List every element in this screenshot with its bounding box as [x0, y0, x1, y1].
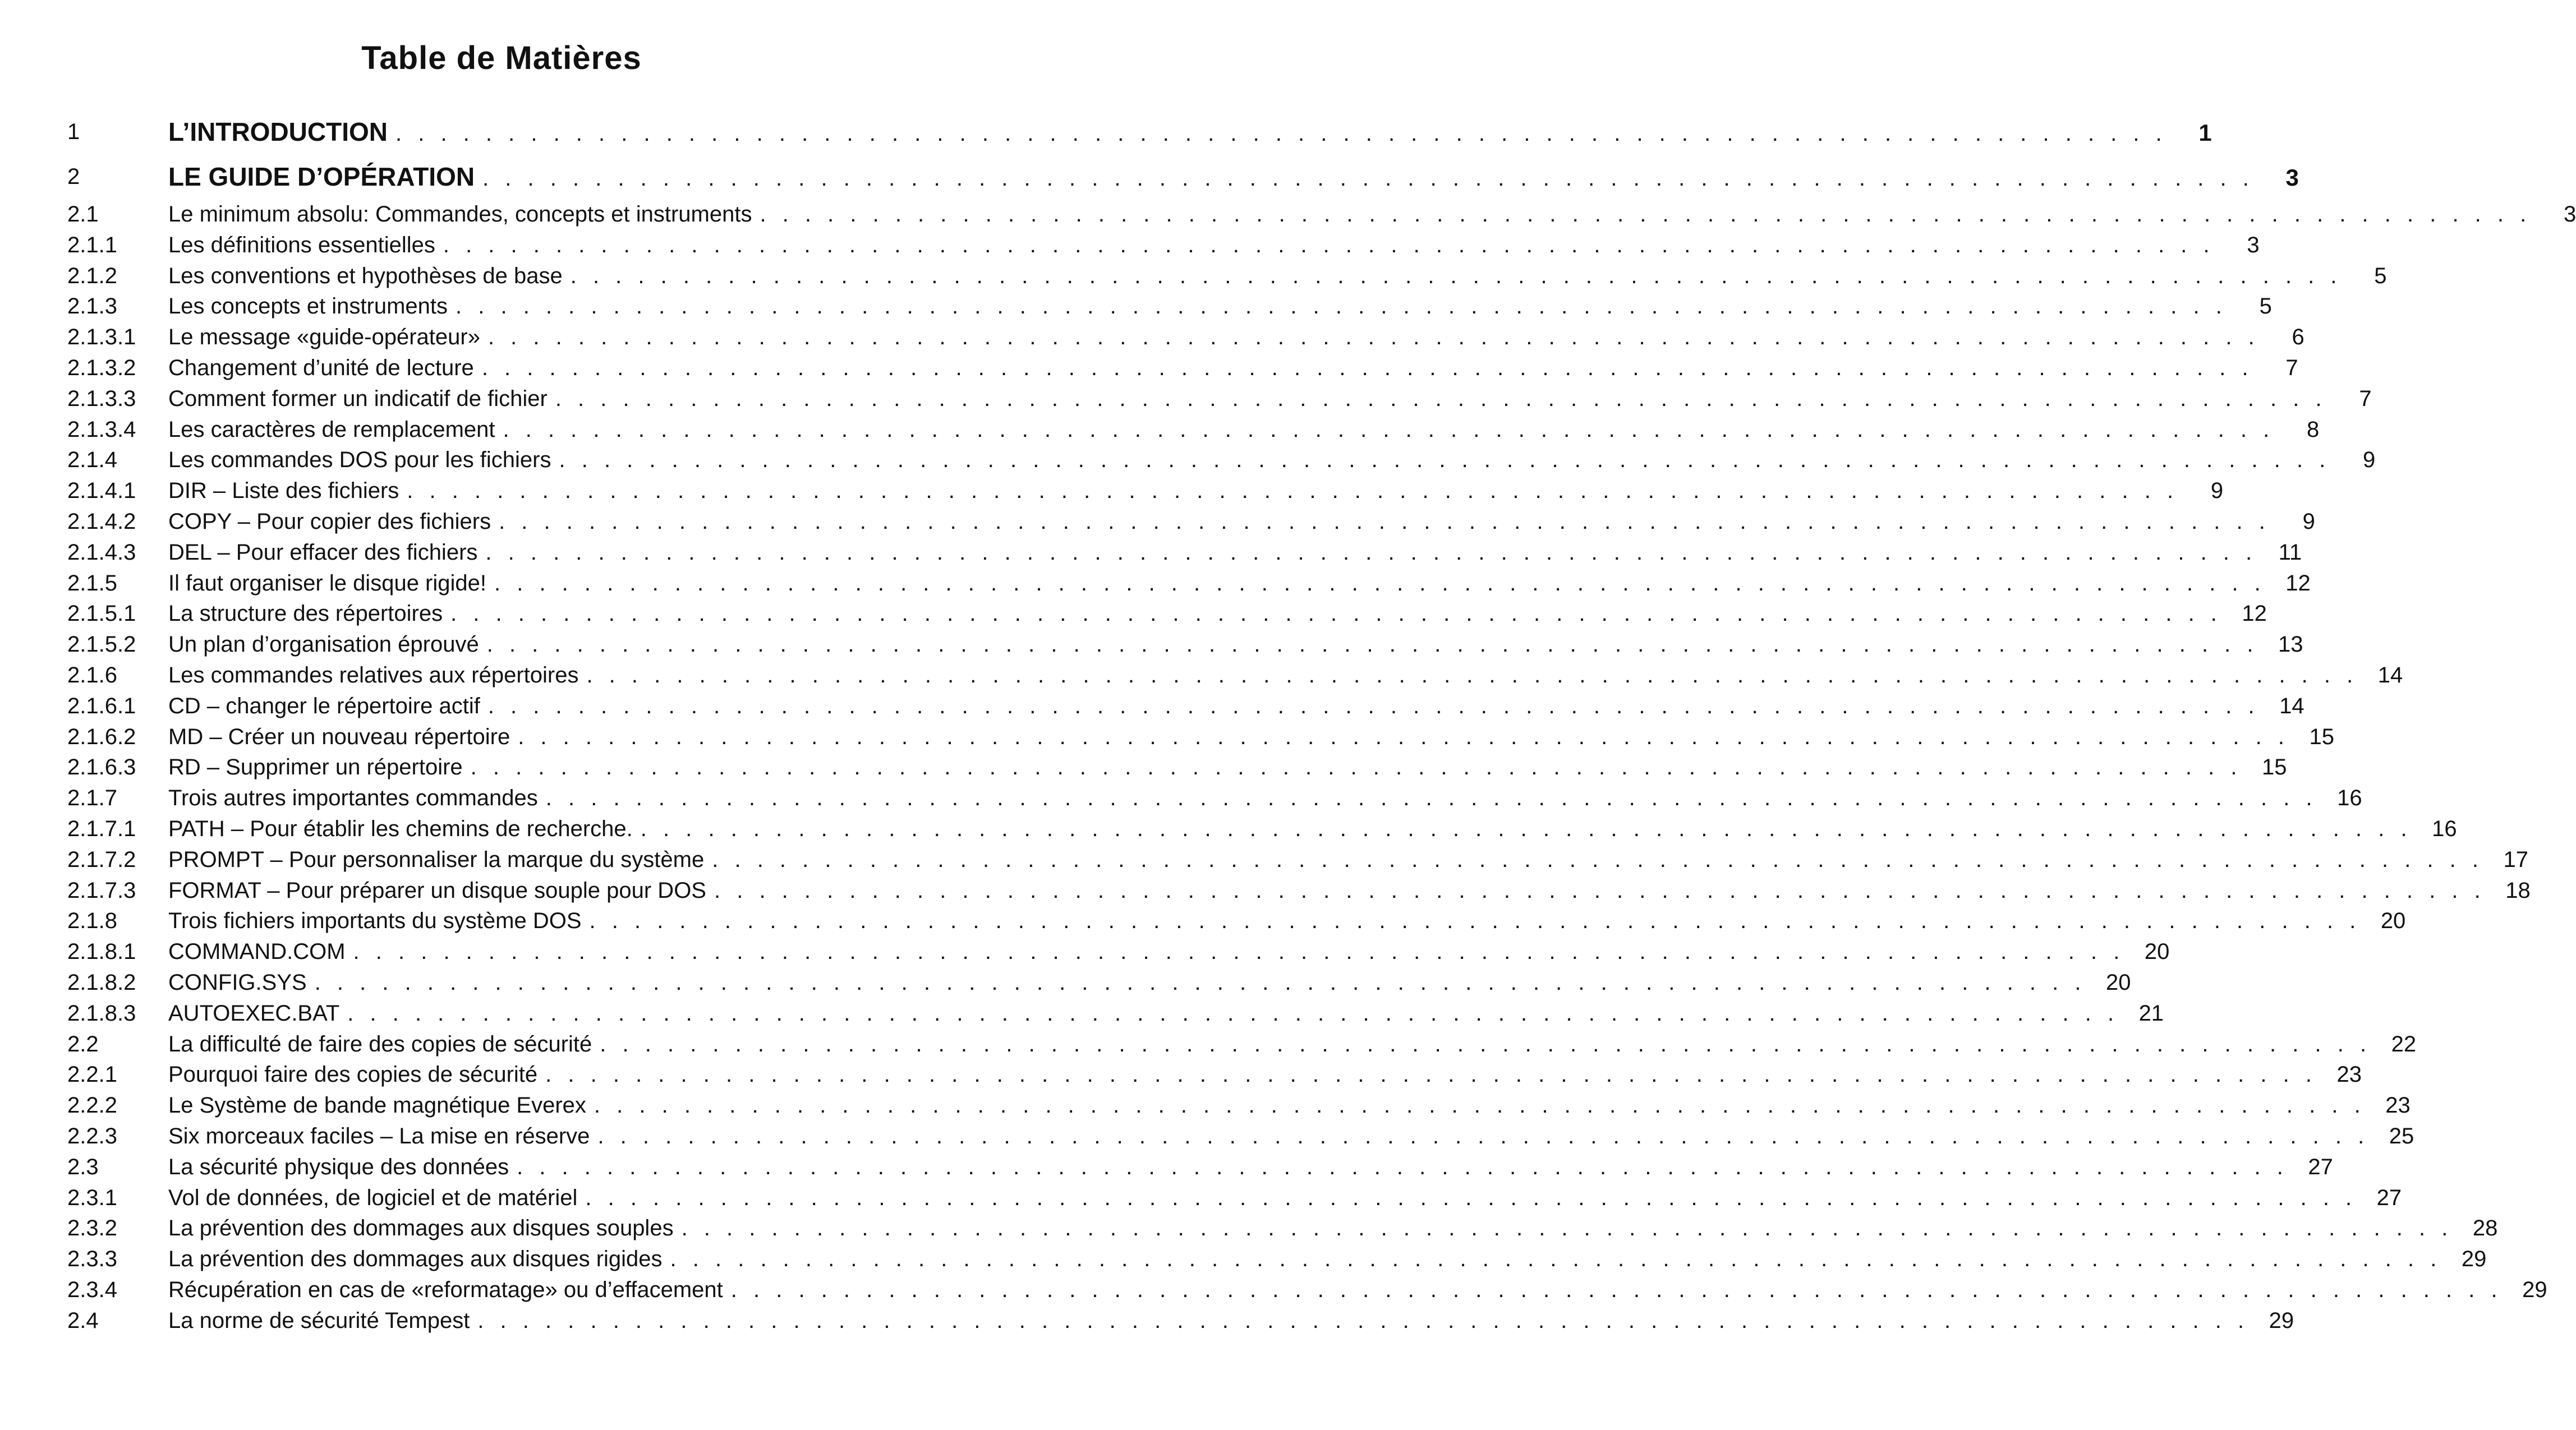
toc-entry-page: 20: [2144, 939, 2170, 965]
toc-entry: [0, 691, 2304, 722]
toc-entry-number: 2.1.8.1: [67, 939, 136, 965]
toc-leader-dots: . . . . . . . . . . . . . . . . . . . . . . . . . . . . . . . . . . . . . . . . . . . . . . . . . . . . . . . . . . . . . . . . . . . . . . . . . . . . . . .: [347, 1000, 2119, 1026]
toc-leader-dots: . . . . . . . . . . . . . . . . . . . . . . . . . . . . . . . . . . . . . . . . . . . . . . . . . . . . . . . . . . . . . . . . . . . . . . . . . . . . . . .: [555, 386, 2327, 411]
toc-entry-number: 2.1.3.3: [67, 386, 136, 411]
toc-leader-dots: . . . . . . . . . . . . . . . . . . . . . . . . . . . . . . . . . . . . . . . . . . . . . . . . . . . . . . . . . . . . . . . . . . . . . . . . . . . . . . .: [456, 294, 2227, 319]
toc-entry-title: La difficulté de faire des copies de sécurité: [168, 1031, 592, 1057]
toc-entry-title: COMMAND.COM: [168, 939, 346, 965]
toc-entry-title: Les caractères de remplacement: [168, 417, 495, 442]
toc-entry-number: 2.1.8.2: [67, 970, 136, 995]
toc-entry-page: 28: [2472, 1216, 2498, 1241]
toc-entry-number: 2: [67, 164, 80, 189]
toc-entry-number: 2.3.3: [67, 1247, 117, 1272]
toc-entry-title: FORMAT – Pour préparer un disque souple pour DOS: [168, 878, 706, 903]
toc-entry-page: 7: [2359, 386, 2372, 411]
toc-entry-page: 11: [2278, 539, 2302, 565]
toc-leader-dots: . . . . . . . . . . . . . . . . . . . . . . . . . . . . . . . . . . . . . . . . . . . . . . . . . . . . . . . . . . . . . . . . . . . . . . . . . . . . . . .: [314, 970, 2086, 995]
toc-entry-page: 3: [2564, 202, 2576, 227]
toc-leader-dots: . . . . . . . . . . . . . . . . . . . . . . . . . . . . . . . . . . . . . . . . . . . . . . . . . . . . . . . . . . . . . . . . . . . . . . . . . . . . . . .: [503, 417, 2275, 442]
toc-entry-title: Un plan d’organisation éprouvé: [168, 632, 479, 657]
toc-leader-dots: . . . . . . . . . . . . . . . . . . . . . . . . . . . . . . . . . . . . . . . . . . . . . . . . . . . . . . . . . . . . . . . . . . . . . . . . . . . . . . .: [450, 601, 2222, 626]
toc-entry-title: LE GUIDE D’OPÉRATION: [168, 162, 475, 191]
toc-entry-page: 23: [2336, 1062, 2362, 1087]
toc-leader-dots: . . . . . . . . . . . . . . . . . . . . . . . . . . . . . . . . . . . . . . . . . . . . . . . . . . . . . . . . . . . . . . . . . . . . . . . . . . . . . . .: [597, 1123, 2370, 1148]
toc-entry: [0, 1183, 2402, 1214]
toc-leader-dots: . . . . . . . . . . . . . . . . . . . . . . . . . . . . . . . . . . . . . . . . . . . . . . . . . . . . . . . . . . . . . . . . . . . . . . . . . . . . . . .: [517, 1154, 2288, 1179]
table-of-contents: [0, 109, 2576, 1336]
toc-leader-dots: . . . . . . . . . . . . . . . . . . . . . . . . . . . . . . . . . . . . . . . . . . . . . . . . . . . . . . . . . . . . . . . . . . . . . . . . . . . . . . .: [482, 166, 2254, 191]
toc-leader-dots: . . . . . . . . . . . . . . . . . . . . . . . . . . . . . . . . . . . . . . . . . . . . . . . . . . . . . . . . . . . . . . . . . . . . . . . . . . . . . . .: [477, 1308, 2250, 1333]
toc-leader-dots: . . . . . . . . . . . . . . . . . . . . . . . . . . . . . . . . . . . . . . . . . . . . . . . . . . . . . . . . . . . . . . . . . . . . . . . . . . . . . . .: [600, 1031, 2372, 1057]
toc-entry: [0, 937, 2170, 967]
toc-entry: [0, 414, 2320, 445]
toc-entry: [0, 783, 2362, 814]
toc-entry-title: La sécurité physique des données: [168, 1154, 509, 1179]
toc-entry-page: 3: [2285, 164, 2299, 191]
toc-entry-page: 17: [2503, 847, 2529, 872]
toc-entry-title: La norme de sécurité Tempest: [168, 1308, 470, 1333]
toc-entry: [0, 629, 2303, 660]
toc-entry: [0, 199, 2576, 230]
toc-leader-dots: . . . . . . . . . . . . . . . . . . . . . . . . . . . . . . . . . . . . . . . . . . . . . . . . . . . . . . . . . . . . . . . . . . . . . . . . . . . . . . .: [594, 1093, 2366, 1118]
toc-entry-title: Les commandes relatives aux répertoires: [168, 662, 579, 688]
toc-entry-title: Récupération en cas de «reformatage» ou d’effacement: [168, 1277, 723, 1302]
toc-entry-page: 13: [2278, 632, 2303, 657]
toc-entry-number: 2.1.7.1: [67, 816, 136, 841]
toc-entry-number: 2.1.3.4: [67, 417, 136, 442]
toc-entry: [0, 906, 2406, 937]
toc-entry-number: 2.1.7.2: [67, 847, 136, 872]
toc-leader-dots: . . . . . . . . . . . . . . . . . . . . . . . . . . . . . . . . . . . . . . . . . . . . . . . . . . . . . . . . . . . . . . . . . . . . . . . . . . . . . . .: [559, 448, 2331, 473]
toc-leader-dots: . . . . . . . . . . . . . . . . . . . . . . . . . . . . . . . . . . . . . . . . . . . . . . . . . . . . . . . . . . . . . . . . . . . . . . . . . . . . . . .: [443, 232, 2215, 257]
toc-entry-number: 2.1.4.2: [67, 509, 136, 534]
toc-leader-dots: . . . . . . . . . . . . . . . . . . . . . . . . . . . . . . . . . . . . . . . . . . . . . . . . . . . . . . . . . . . . . . . . . . . . . . . . . . . . . . .: [714, 878, 2486, 903]
toc-entry-title: Le minimum absolu: Commandes, concepts et instruments: [168, 202, 752, 227]
toc-leader-dots: . . . . . . . . . . . . . . . . . . . . . . . . . . . . . . . . . . . . . . . . . . . . . . . . . . . . . . . . . . . . . . . . . . . . . . . . . . . . . . .: [586, 662, 2358, 688]
toc-entry: [0, 845, 2529, 875]
toc-entry-title: Il faut organiser le disque rigide!: [168, 570, 486, 596]
toc-entry: [0, 506, 2315, 537]
toc-entry-number: 2.1.3.1: [67, 325, 136, 350]
toc-entry-title: Changement d’unité de lecture: [168, 355, 474, 380]
toc-entry-page: 8: [2307, 417, 2320, 442]
toc-entry-number: 2.2.2: [67, 1093, 117, 1118]
toc-entry-number: 2.1.1: [67, 232, 117, 257]
toc-entry-page: 5: [2259, 294, 2272, 319]
toc-entry: [0, 1121, 2414, 1152]
toc-entry-number: 2.1.6.2: [67, 724, 136, 749]
toc-entry-page: 20: [2106, 970, 2131, 995]
toc-leader-dots: . . . . . . . . . . . . . . . . . . . . . . . . . . . . . . . . . . . . . . . . . . . . . . . . . . . . . . . . . . . . . . . . . . . . . . . . . . . . . . .: [481, 355, 2253, 380]
toc-entry-title: Les conventions et hypothèses de base: [168, 263, 563, 288]
toc-entry: [0, 814, 2457, 845]
toc-entry: [0, 1029, 2417, 1060]
toc-leader-dots: . . . . . . . . . . . . . . . . . . . . . . . . . . . . . . . . . . . . . . . . . . . . . . . . . . . . . . . . . . . . . . . . . . . . . . . . . . . . . . .: [760, 202, 2532, 227]
toc-entry-title: Trois fichiers importants du système DOS: [168, 908, 582, 934]
toc-leader-dots: . . . . . . . . . . . . . . . . . . . . . . . . . . . . . . . . . . . . . . . . . . . . . . . . . . . . . . . . . . . . . . . . . . . . . . . . . . . . . . .: [681, 1216, 2453, 1241]
toc-leader-dots: . . . . . . . . . . . . . . . . . . . . . . . . . . . . . . . . . . . . . . . . . . . . . . . . . . . . . . . . . . . . . . . . . . . . . . . . . . . . . . .: [570, 263, 2342, 288]
toc-entry-title: Pourquoi faire des copies de sécurité: [168, 1062, 538, 1087]
toc-entry-page: 14: [2279, 693, 2304, 718]
toc-entry-title: PROMPT – Pour personnaliser la marque du système: [168, 847, 705, 872]
toc-entry-number: 2.1.5: [67, 570, 117, 596]
toc-entry: [0, 1275, 2547, 1306]
toc-entry-page: 6: [2292, 325, 2304, 350]
toc-entry-page: 16: [2337, 786, 2362, 811]
toc-entry-title: COPY – Pour copier des fichiers: [168, 509, 491, 534]
toc-entry: [0, 568, 2311, 599]
toc-entry-page: 5: [2374, 263, 2387, 288]
toc-leader-dots: . . . . . . . . . . . . . . . . . . . . . . . . . . . . . . . . . . . . . . . . . . . . . . . . . . . . . . . . . . . . . . . . . . . . . . . . . . . . . . .: [589, 908, 2361, 934]
toc-entry-page: 9: [2302, 509, 2315, 534]
toc-entry-number: 2.1.4.3: [67, 539, 136, 565]
toc-entry: [0, 476, 2224, 506]
toc-entry-page: 27: [2308, 1154, 2333, 1179]
toc-entry-number: 2.1.8.3: [67, 1000, 136, 1026]
toc-entry-title: L’INTRODUCTION: [168, 117, 388, 146]
toc-entry-number: 2.3.4: [67, 1277, 117, 1302]
toc-entry: [0, 598, 2267, 629]
toc-entry-page: 12: [2285, 570, 2311, 596]
toc-leader-dots: . . . . . . . . . . . . . . . . . . . . . . . . . . . . . . . . . . . . . . . . . . . . . . . . . . . . . . . . . . . . . . . . . . . . . . . . . . . . . . .: [494, 570, 2266, 596]
toc-entry-title: Le message «guide-opérateur»: [168, 325, 480, 350]
toc-entry-page: 15: [2261, 755, 2287, 780]
toc-entry-page: 20: [2380, 908, 2406, 934]
toc-entry: [0, 1059, 2362, 1090]
toc-entry-number: 2.1.4.1: [67, 478, 136, 504]
toc-entry: [0, 1152, 2333, 1183]
toc-entry-number: 2.3.1: [67, 1185, 117, 1210]
toc-leader-dots: . . . . . . . . . . . . . . . . . . . . . . . . . . . . . . . . . . . . . . . . . . . . . . . . . . . . . . . . . . . . . . . . . . . . . . . . . . . . . . .: [712, 847, 2484, 872]
toc-entry-number: 2.1.6.1: [67, 693, 136, 718]
toc-entry: [0, 1090, 2411, 1121]
toc-entry: [0, 875, 2531, 906]
toc-leader-dots: . . . . . . . . . . . . . . . . . . . . . . . . . . . . . . . . . . . . . . . . . . . . . . . . . . . . . . . . . . . . . . . . . . . . . . . . . . . . . . .: [585, 1185, 2357, 1210]
toc-entry: [0, 1213, 2498, 1244]
toc-entry-chapter: [0, 109, 2212, 154]
toc-entry-number: 2.1.3: [67, 294, 117, 319]
toc-entry-page: 29: [2269, 1308, 2294, 1333]
toc-entry: [0, 353, 2298, 384]
toc-leader-dots: . . . . . . . . . . . . . . . . . . . . . . . . . . . . . . . . . . . . . . . . . . . . . . . . . . . . . . . . . . . . . . . . . . . . . . . . . . . . . . .: [487, 693, 2260, 718]
toc-entry-title: La prévention des dommages aux disques rigides: [168, 1247, 663, 1272]
toc-entry-title: RD – Supprimer un répertoire: [168, 755, 463, 780]
toc-entry: [0, 722, 2334, 753]
toc-entry-title: DEL – Pour effacer des fichiers: [168, 539, 478, 565]
toc-entry: [0, 230, 2260, 261]
toc-entry-number: 2.2.3: [67, 1123, 117, 1148]
toc-entry-number: 2.1.7: [67, 786, 117, 811]
toc-leader-dots: . . . . . . . . . . . . . . . . . . . . . . . . . . . . . . . . . . . . . . . . . . . . . . . . . . . . . . . . . . . . . . . . . . . . . . . . . . . . . . .: [545, 786, 2317, 811]
toc-entry-page: 3: [2247, 232, 2260, 257]
toc-entry-title: Six morceaux faciles – La mise en réserve: [168, 1123, 590, 1148]
toc-entry-title: Les concepts et instruments: [168, 294, 448, 319]
toc-entry-number: 1: [67, 119, 80, 144]
toc-entry-title: Vol de données, de logiciel et de matériel: [168, 1185, 578, 1210]
toc-entry: [0, 1306, 2294, 1336]
toc-leader-dots: . . . . . . . . . . . . . . . . . . . . . . . . . . . . . . . . . . . . . . . . . . . . . . . . . . . . . . . . . . . . . . . . . . . . . . . . . . . . . . .: [640, 816, 2412, 841]
toc-leader-dots: . . . . . . . . . . . . . . . . . . . . . . . . . . . . . . . . . . . . . . . . . . . . . . . . . . . . . . . . . . . . . . . . . . . . . . . . . . . . . . .: [407, 478, 2179, 504]
toc-entry-title: Trois autres importantes commandes: [168, 786, 538, 811]
toc-entry-number: 2.1.8: [67, 908, 117, 934]
toc-entry-title: AUTOEXEC.BAT: [168, 1000, 340, 1026]
toc-entry-page: 16: [2432, 816, 2457, 841]
toc-leader-dots: . . . . . . . . . . . . . . . . . . . . . . . . . . . . . . . . . . . . . . . . . . . . . . . . . . . . . . . . . . . . . . . . . . . . . . . . . . . . . . .: [470, 755, 2242, 780]
toc-entry: [0, 660, 2403, 691]
toc-entry-number: 2.2.1: [67, 1062, 117, 1087]
toc-leader-dots: . . . . . . . . . . . . . . . . . . . . . . . . . . . . . . . . . . . . . . . . . . . . . . . . . . . . . . . . . . . . . . . . . . . . . . . . . . . . . . .: [545, 1062, 2317, 1087]
toc-leader-dots: . . . . . . . . . . . . . . . . . . . . . . . . . . . . . . . . . . . . . . . . . . . . . . . . . . . . . . . . . . . . . . . . . . . . . . . . . . . . . . .: [670, 1247, 2442, 1272]
toc-entry-page: 22: [2391, 1031, 2417, 1057]
toc-entry-page: 7: [2285, 355, 2298, 380]
toc-entry-number: 2.3: [67, 1154, 99, 1179]
toc-entry-page: 9: [2363, 448, 2376, 473]
toc-entry-page: 1: [2198, 119, 2212, 146]
toc-entry-page: 18: [2505, 878, 2531, 903]
toc-entry-chapter: [0, 154, 2299, 199]
toc-leader-dots: . . . . . . . . . . . . . . . . . . . . . . . . . . . . . . . . . . . . . . . . . . . . . . . . . . . . . . . . . . . . . . . . . . . . . . . . . . . . . . .: [353, 939, 2125, 965]
toc-entry-number: 2.1.3.2: [67, 355, 136, 380]
toc-leader-dots: . . . . . . . . . . . . . . . . . . . . . . . . . . . . . . . . . . . . . . . . . . . . . . . . . . . . . . . . . . . . . . . . . . . . . . . . . . . . . . .: [518, 724, 2289, 749]
toc-entry: [0, 322, 2304, 353]
toc-entry: [0, 1244, 2487, 1275]
toc-entry-number: 2.3.2: [67, 1216, 117, 1241]
toc-entry: [0, 445, 2376, 476]
toc-leader-dots: . . . . . . . . . . . . . . . . . . . . . . . . . . . . . . . . . . . . . . . . . . . . . . . . . . . . . . . . . . . . . . . . . . . . . . . . . . . . . . .: [485, 539, 2257, 565]
toc-entry: [0, 291, 2272, 322]
toc-entry-title: La structure des répertoires: [168, 601, 443, 626]
toc-entry-page: 14: [2377, 662, 2403, 688]
toc-entry-title: Les commandes DOS pour les fichiers: [168, 448, 551, 473]
toc-entry: [0, 384, 2372, 414]
toc-leader-dots: . . . . . . . . . . . . . . . . . . . . . . . . . . . . . . . . . . . . . . . . . . . . . . . . . . . . . . . . . . . . . . . . . . . . . . . . . . . . . . .: [730, 1277, 2503, 1302]
toc-entry-number: 2.1.6: [67, 662, 117, 688]
toc-entry-number: 2.1.5.1: [67, 601, 136, 626]
toc-entry: [0, 967, 2131, 998]
toc-entry-title: Le Système de bande magnétique Everex: [168, 1093, 586, 1118]
toc-entry-page: 15: [2309, 724, 2334, 749]
toc-entry-title: Les définitions essentielles: [168, 232, 435, 257]
toc-entry-number: 2.4: [67, 1308, 99, 1333]
page-title: Table de Matières: [361, 40, 642, 76]
toc-entry-number: 2.2: [67, 1031, 99, 1057]
toc-entry-number: 2.1.2: [67, 263, 117, 288]
toc-entry-page: 29: [2461, 1247, 2487, 1272]
toc-entry: [0, 537, 2302, 568]
toc-entry-title: Comment former un indicatif de fichier: [168, 386, 548, 411]
toc-entry-title: CONFIG.SYS: [168, 970, 307, 995]
toc-leader-dots: . . . . . . . . . . . . . . . . . . . . . . . . . . . . . . . . . . . . . . . . . . . . . . . . . . . . . . . . . . . . . . . . . . . . . . . . . . . . . . .: [487, 325, 2260, 350]
toc-entry-number: 2.1.4: [67, 448, 117, 473]
toc-leader-dots: . . . . . . . . . . . . . . . . . . . . . . . . . . . . . . . . . . . . . . . . . . . . . . . . . . . . . . . . . . . . . . . . . . . . . . . . . . . . . . .: [395, 121, 2167, 146]
toc-entry-page: 25: [2389, 1123, 2414, 1148]
toc-entry-page: 23: [2385, 1093, 2411, 1118]
toc-entry-page: 12: [2242, 601, 2267, 626]
toc-entry-title: La prévention des dommages aux disques souples: [168, 1216, 674, 1241]
toc-entry-number: 2.1: [67, 202, 99, 227]
toc-entry-number: 2.1.7.3: [67, 878, 136, 903]
toc-entry-page: 29: [2522, 1277, 2547, 1302]
toc-leader-dots: . . . . . . . . . . . . . . . . . . . . . . . . . . . . . . . . . . . . . . . . . . . . . . . . . . . . . . . . . . . . . . . . . . . . . . . . . . . . . . .: [486, 632, 2258, 657]
toc-leader-dots: . . . . . . . . . . . . . . . . . . . . . . . . . . . . . . . . . . . . . . . . . . . . . . . . . . . . . . . . . . . . . . . . . . . . . . . . . . . . . . .: [499, 509, 2270, 534]
toc-entry: [0, 998, 2164, 1029]
toc-entry-page: 9: [2210, 478, 2224, 504]
toc-entry-page: 21: [2138, 1000, 2164, 1026]
toc-entry: [0, 261, 2387, 292]
toc-entry-title: CD – changer le répertoire actif: [168, 693, 480, 718]
toc-entry-title: PATH – Pour établir les chemins de recherche.: [168, 816, 633, 841]
toc-entry-number: 2.1.5.2: [67, 632, 136, 657]
toc-entry: [0, 752, 2287, 783]
toc-entry-number: 2.1.6.3: [67, 755, 136, 780]
toc-entry-page: 27: [2376, 1185, 2402, 1210]
toc-entry-title: DIR – Liste des fichiers: [168, 478, 399, 504]
toc-entry-title: MD – Créer un nouveau répertoire: [168, 724, 510, 749]
